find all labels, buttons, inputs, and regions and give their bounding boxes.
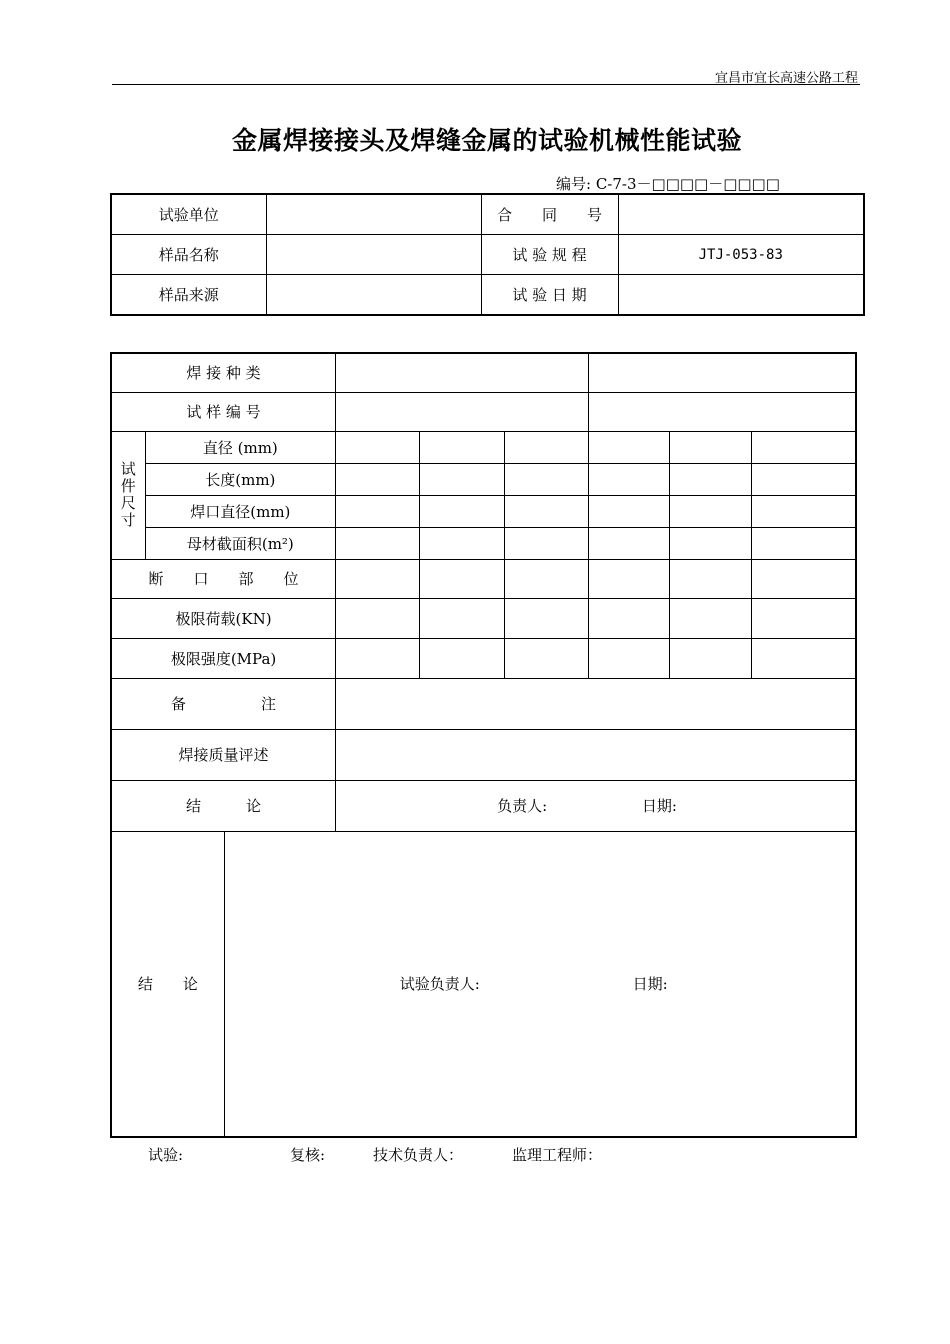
quality-value[interactable] (336, 729, 856, 780)
data-cell[interactable] (752, 527, 856, 559)
data-cell[interactable] (336, 495, 420, 527)
date2-label: 日期: (632, 975, 668, 994)
spec-label: 试 验 规 程 (481, 235, 618, 275)
header-org: 宜昌市宜长高速公路工程 (714, 71, 858, 86)
data-cell[interactable] (588, 463, 669, 495)
footer-tech: 技术负责人： (373, 1146, 464, 1164)
footer-supervisor: 监理工程师： (512, 1146, 603, 1164)
unit-label: 试验单位 (111, 194, 266, 235)
weld-type-cell-b[interactable] (588, 353, 856, 392)
strength-label: 极限强度(MPa) (111, 638, 336, 678)
conclusion1-label: 结 论 (111, 780, 336, 831)
sample-no-cell-a[interactable] (336, 392, 589, 431)
test-table (110, 352, 857, 1138)
footer-test: 试验: (148, 1146, 184, 1164)
data-cell[interactable] (504, 559, 588, 598)
weld-type-cell-a[interactable] (336, 353, 589, 392)
data-cell[interactable] (752, 431, 856, 463)
sample-name-value[interactable] (266, 235, 481, 275)
data-cell[interactable] (588, 559, 669, 598)
data-cell[interactable] (336, 638, 420, 678)
data-cell[interactable] (420, 638, 504, 678)
data-cell[interactable] (588, 638, 669, 678)
data-cell[interactable] (504, 638, 588, 678)
data-cell[interactable] (420, 463, 504, 495)
data-cell[interactable] (588, 598, 669, 638)
data-cell[interactable] (336, 527, 420, 559)
data-cell[interactable] (504, 598, 588, 638)
data-cell[interactable] (669, 495, 751, 527)
date-value[interactable] (618, 275, 864, 316)
data-cell[interactable] (420, 495, 504, 527)
fracture-label: 断 口 部 位 (111, 559, 336, 598)
size-group-text: 试件尺寸 (120, 460, 136, 529)
length-label: 长度(mm) (145, 463, 336, 495)
conclusion2-label: 结 论 (111, 831, 224, 1137)
sample-no-cell-b[interactable] (588, 392, 856, 431)
diameter-label: 直径 (mm) (145, 431, 336, 463)
size-group-label (111, 431, 145, 559)
data-cell[interactable] (752, 463, 856, 495)
test-responsible-label: 试验负责人: (399, 975, 480, 994)
date-label: 试 验 日 期 (481, 275, 618, 316)
data-cell[interactable] (504, 463, 588, 495)
responsible-label: 负责人: (497, 797, 548, 815)
data-cell[interactable] (336, 431, 420, 463)
contract-label: 合 同 号 (481, 194, 618, 235)
unit-value[interactable] (266, 194, 481, 235)
data-cell[interactable] (504, 495, 588, 527)
data-cell[interactable] (504, 527, 588, 559)
data-cell[interactable] (336, 463, 420, 495)
footer-review: 复核: (290, 1146, 326, 1164)
section-area-label: 母材截面积(m²) (145, 527, 336, 559)
data-cell[interactable] (420, 559, 504, 598)
spec-value[interactable]: JTJ-053-83 (618, 235, 864, 275)
quality-label: 焊接质量评述 (111, 729, 336, 780)
sample-no-label: 试 样 编 号 (111, 392, 336, 431)
data-cell[interactable] (420, 431, 504, 463)
source-label: 样品来源 (111, 275, 266, 316)
form-code: 编号: C-7-3－□□□□－□□□□ (556, 175, 780, 193)
data-cell[interactable] (336, 559, 420, 598)
source-value[interactable] (266, 275, 481, 316)
data-cell[interactable] (669, 431, 751, 463)
data-cell[interactable] (588, 495, 669, 527)
remark-label: 备 注 (111, 678, 336, 729)
data-cell[interactable] (669, 559, 751, 598)
data-cell[interactable] (752, 559, 856, 598)
weld-type-label: 焊 接 种 类 (111, 353, 336, 392)
data-cell[interactable] (588, 527, 669, 559)
data-cell[interactable] (752, 598, 856, 638)
data-cell[interactable] (336, 598, 420, 638)
contract-value[interactable] (618, 194, 864, 235)
data-cell[interactable] (669, 598, 751, 638)
remark-value[interactable] (336, 678, 856, 729)
data-cell[interactable] (504, 431, 588, 463)
data-cell[interactable] (669, 638, 751, 678)
page-title: 金属焊接接头及焊缝金属的试验机械性能试验 (231, 126, 742, 155)
conclusion2-value[interactable] (224, 831, 856, 1137)
info-table (110, 193, 865, 316)
data-cell[interactable] (420, 598, 504, 638)
data-cell[interactable] (752, 638, 856, 678)
data-cell[interactable] (669, 527, 751, 559)
conclusion1-value[interactable] (336, 780, 856, 831)
header-divider (112, 84, 860, 85)
data-cell[interactable] (669, 463, 751, 495)
data-cell[interactable] (752, 495, 856, 527)
weld-diameter-label: 焊口直径(mm) (145, 495, 336, 527)
data-cell[interactable] (588, 431, 669, 463)
load-label: 极限荷载(KN) (111, 598, 336, 638)
date-label: 日期: (641, 797, 677, 815)
sample-name-label: 样品名称 (111, 235, 266, 275)
data-cell[interactable] (420, 527, 504, 559)
